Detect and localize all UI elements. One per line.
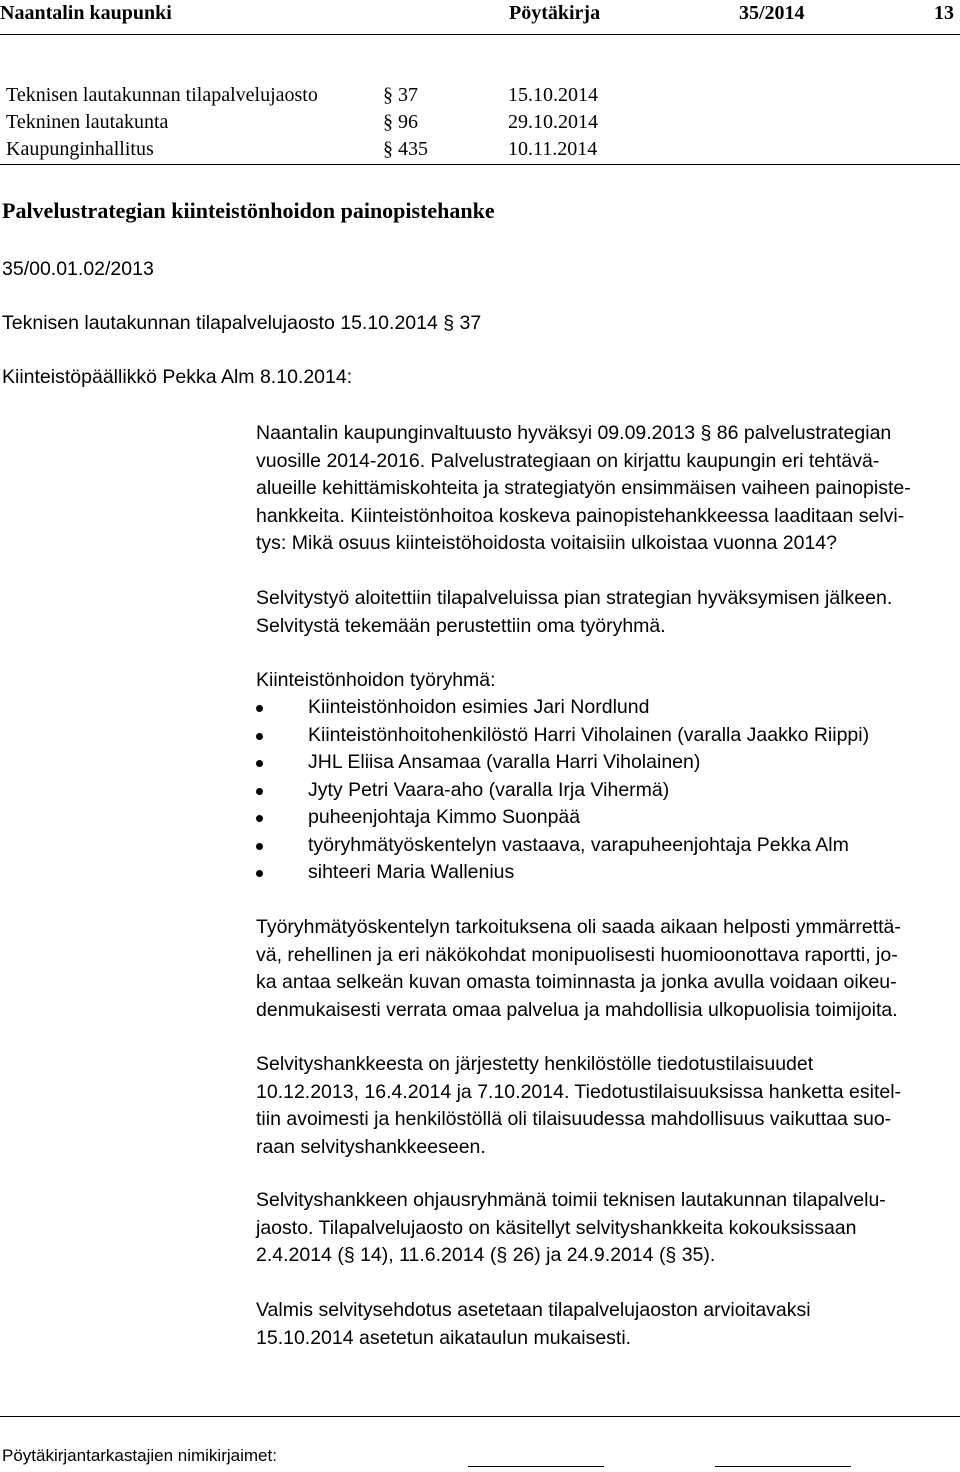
text-line: 2.4.2014 (§ 14), 11.6.2014 (§ 26) ja 24.9.2014 (§ 35). <box>256 1244 716 1266</box>
paragraph-5 <box>256 1187 886 1270</box>
member-name: Kiinteistönhoitohenkilöstö Harri Viholainen (varalla Jaakko Riippi) <box>308 723 870 746</box>
file-number: 35/00.01.02/2013 <box>2 258 154 280</box>
meeting-date: 29.10.2014 <box>508 111 598 133</box>
text-line: hankkeita. Kiinteistönhoitoa koskeva painopistehankkeessa laaditaan selvi- <box>256 504 905 527</box>
group-heading: Kiinteistönhoidon työryhmä: <box>256 669 496 691</box>
meeting-body: Kaupunginhallitus <box>6 138 154 160</box>
page-title: Palvelustrategian kiinteistönhoidon painopistehanke <box>2 198 495 223</box>
bullet-icon <box>256 815 263 822</box>
text-line: jaosto. Tilapalvelujaosto on käsitellyt selvityshankkeita kokouksissaan <box>256 1216 857 1239</box>
presenter: Kiinteistöpäällikkö Pekka Alm 8.10.2014: <box>2 366 353 388</box>
list-item <box>256 804 869 832</box>
paragraph-3 <box>256 914 901 1024</box>
list-item <box>256 832 869 860</box>
meeting-body: Teknisen lautakunnan tilapalvelujaosto <box>6 84 318 106</box>
text-line: denmukaisesti verrata omaa palvelua ja mahdollisia ulkopuolisia toimijoita. <box>256 998 898 1021</box>
member-name: puheenjohtaja Kimmo Suonpää <box>308 806 581 828</box>
meeting-rule <box>0 164 960 165</box>
meeting-section: § 435 <box>383 138 428 160</box>
text-line: Selvityshankkeesta on järjestetty henkilöstölle tiedotustilaisuudet <box>256 1053 814 1075</box>
paragraph-2 <box>256 585 892 640</box>
signature-line <box>715 1466 851 1467</box>
paragraph-6 <box>256 1297 811 1352</box>
text-line: tys: Mikä osuus kiinteistöhoidosta voitaisiin ulkoistaa vuonna 2014? <box>256 532 838 554</box>
text-line: Selvitystyö aloitettiin tilapalveluissa pian strategian hyväksymisen jälkeen. <box>256 587 893 609</box>
text-line: Selvitystä tekemään perustettiin oma työryhmä. <box>256 614 666 637</box>
bullet-icon <box>256 705 263 712</box>
paragraph-1 <box>256 420 911 558</box>
text-line: Selvityshankkeen ohjausryhmänä toimii teknisen lautakunnan tilapalvelu- <box>256 1189 886 1211</box>
meeting-body: Tekninen lautakunta <box>6 111 169 133</box>
member-list <box>256 694 869 887</box>
member-name: työryhmätyöskentelyn vastaava, varapuheenjohtaja Pekka Alm <box>308 833 849 856</box>
text-line: ka antaa selkeän kuvan omasta toiminnasta ja jonka avulla voidaan oikeu- <box>256 971 897 993</box>
signatures-label: Pöytäkirjantarkastajien nimikirjaimet: <box>2 1446 277 1465</box>
header-rule <box>0 34 960 35</box>
meeting-section: § 37 <box>383 84 418 106</box>
text-line: 15.10.2014 asetetun aikataulun mukaisesti. <box>256 1326 632 1349</box>
text-line: 10.12.2013, 16.4.2014 ja 7.10.2014. Tiedotustilaisuuksissa hanketta esitel- <box>256 1080 902 1103</box>
list-item <box>256 749 869 777</box>
meeting-section: § 96 <box>383 111 418 133</box>
text-line: alueille kehittämiskohteita ja strategiatyön ensimmäisen vaiheen painopiste- <box>256 477 911 499</box>
text-line: Työryhmätyöskentelyn tarkoituksena oli saada aikaan helposti ymmärrettä- <box>256 916 901 938</box>
member-name: Jyty Petri Vaara-aho (varalla Irja Vihermä) <box>308 778 670 801</box>
list-item <box>256 694 869 722</box>
member-name: JHL Eliisa Ansamaa (varalla Harri Viholainen) <box>308 751 701 773</box>
text-line: raan selvityshankkeeseen. <box>256 1135 486 1158</box>
member-name: Kiinteistönhoidon esimies Jari Nordlund <box>308 696 650 718</box>
list-item <box>256 722 869 750</box>
bullet-icon <box>256 870 263 877</box>
member-name: sihteeri Maria Wallenius <box>308 861 515 883</box>
bullet-icon <box>256 788 263 795</box>
meeting-date: 10.11.2014 <box>508 138 598 160</box>
paragraph-4 <box>256 1051 901 1161</box>
bullet-icon <box>256 760 263 767</box>
meeting-date: 15.10.2014 <box>508 84 598 106</box>
text-line: Naantalin kaupunginvaltuusto hyväksyi 09.09.2013 § 86 palvelustrategian <box>256 422 892 444</box>
list-item <box>256 859 869 887</box>
header-org: Naantalin kaupunki <box>0 2 172 24</box>
signature-line <box>468 1466 604 1467</box>
footer-rule <box>0 1416 960 1417</box>
list-item <box>256 777 869 805</box>
header-number: 35/2014 <box>739 2 805 24</box>
header-doc-type: Pöytäkirja <box>509 2 601 24</box>
bullet-icon <box>256 733 263 740</box>
text-line: vuosille 2014-2016. Palvelustrategiaan on kirjattu kaupungin eri tehtävä- <box>256 449 880 472</box>
subheading: Teknisen lautakunnan tilapalvelujaosto 15.10.2014 § 37 <box>2 312 482 334</box>
text-line: vä, rehellinen ja eri näkökohdat monipuolisesti huomioonottava raportti, jo- <box>256 943 898 966</box>
bullet-icon <box>256 843 263 850</box>
header-page-number: 13 <box>934 2 954 24</box>
text-line: tiin avoimesti ja henkilöstöllä oli tilaisuudessa mahdollisuus vaikuttaa suo- <box>256 1108 892 1130</box>
text-line: Valmis selvitysehdotus asetetaan tilapalvelujaoston arvioitavaksi <box>256 1299 811 1321</box>
